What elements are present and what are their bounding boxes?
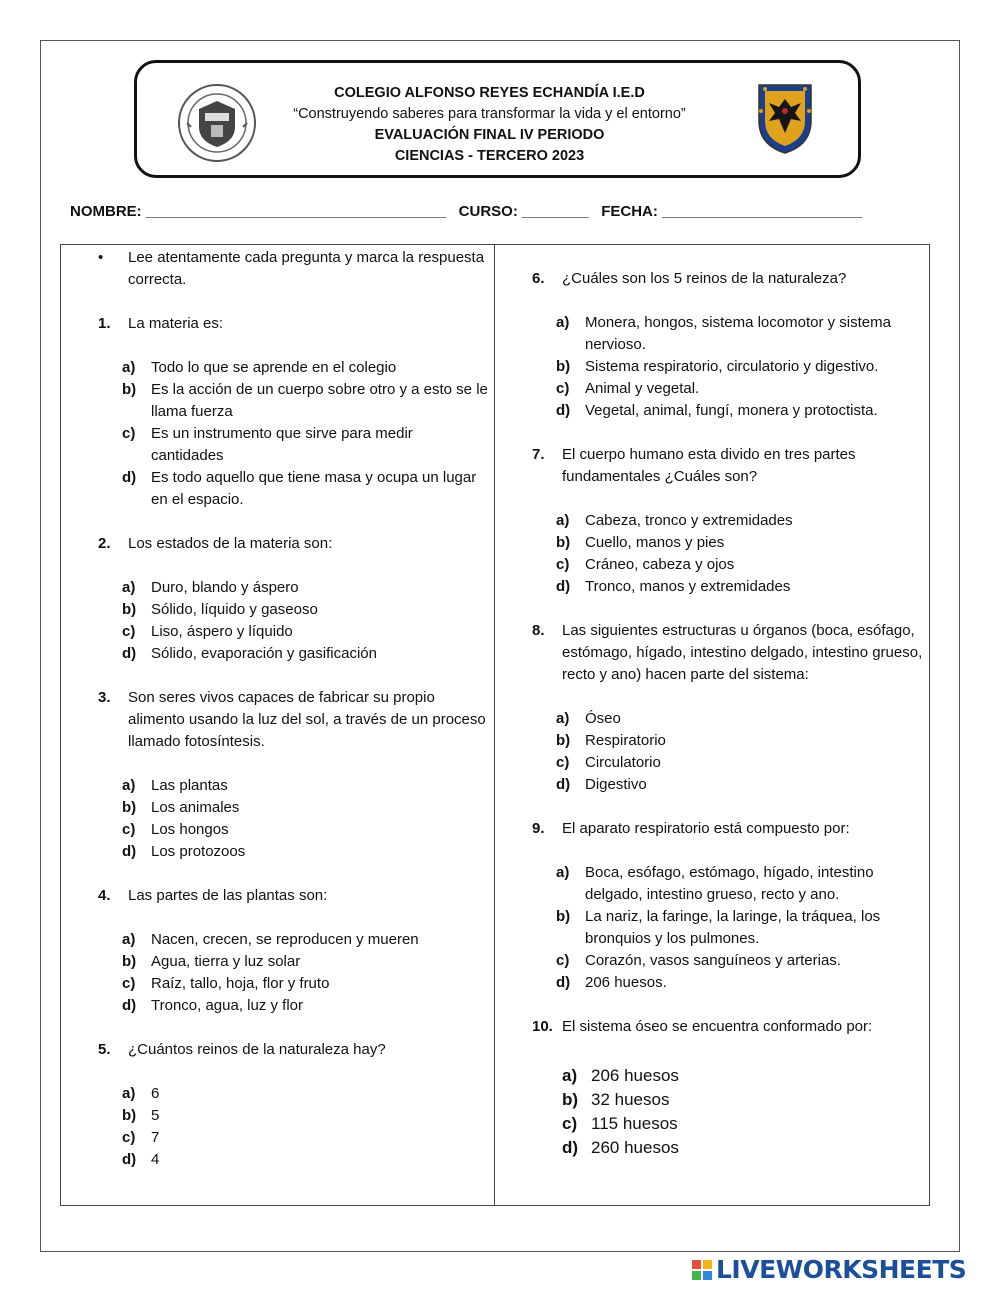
option-text: Monera, hongos, sistema locomotor y sistema nervioso. — [585, 314, 891, 353]
question — [532, 444, 924, 488]
option-text: Circulatorio — [585, 754, 661, 771]
option-letter: d) — [556, 402, 571, 419]
option-text: Es la acción de un cuerpo sobre otro y a esto se le llama fuerza — [151, 381, 488, 420]
question-text: ¿Cuántos reinos de la naturaleza hay? — [128, 1041, 386, 1058]
option-letter: b) — [122, 381, 137, 398]
header — [134, 60, 861, 178]
answer-option[interactable] — [122, 995, 488, 1017]
option-text: Nacen, crecen, se reproducen y mueren — [151, 931, 419, 948]
question-text: Los estados de la materia son: — [128, 535, 333, 552]
option-letter: a) — [122, 777, 136, 794]
answer-option[interactable] — [556, 906, 924, 950]
answer-option[interactable] — [562, 1136, 924, 1160]
answer-option[interactable] — [122, 841, 488, 863]
question-number: 4. — [98, 887, 111, 904]
question — [532, 818, 924, 840]
option-text: Duro, blando y áspero — [151, 579, 299, 596]
option-letter: a) — [122, 931, 136, 948]
answer-option[interactable] — [562, 1064, 924, 1088]
answer-option[interactable] — [122, 1127, 488, 1149]
option-letter: a) — [122, 579, 136, 596]
spacer — [532, 422, 924, 444]
option-text: Tronco, manos y extremidades — [585, 578, 791, 595]
question — [98, 533, 488, 555]
answer-option[interactable] — [122, 929, 488, 951]
option-letter: c) — [562, 1114, 578, 1133]
option-letter: a) — [562, 1066, 578, 1085]
answer-option[interactable] — [556, 950, 924, 972]
option-letter: a) — [556, 512, 570, 529]
question-text: La materia es: — [128, 315, 224, 332]
answer-option[interactable] — [556, 378, 924, 400]
left-question-list — [98, 313, 488, 1171]
right-column — [532, 268, 924, 1160]
option-letter: c) — [556, 952, 570, 969]
spacer — [98, 335, 488, 357]
option-text: Los hongos — [151, 821, 229, 838]
option-text: Respiratorio — [585, 732, 666, 749]
option-letter: a) — [122, 1085, 136, 1102]
question — [532, 268, 924, 290]
question — [98, 885, 488, 907]
option-letter: d) — [562, 1138, 579, 1157]
answer-option[interactable] — [122, 1149, 488, 1171]
answer-option[interactable] — [556, 400, 924, 422]
answer-options — [122, 929, 488, 1017]
answer-option[interactable] — [122, 775, 488, 797]
option-letter: a) — [556, 864, 570, 881]
option-text: Tronco, agua, luz y flor — [151, 997, 304, 1014]
option-text: Agua, tierra y luz solar — [151, 953, 301, 970]
option-text: Sistema respiratorio, circulatorio y digestivo. — [585, 358, 879, 375]
option-text: Los protozoos — [151, 843, 246, 860]
answer-option[interactable] — [122, 621, 488, 643]
answer-option[interactable] — [122, 1105, 488, 1127]
answer-option[interactable] — [556, 554, 924, 576]
instruction-text: Lee atentamente cada pregunta y marca la respuesta correcta. — [128, 249, 485, 288]
spacer — [98, 907, 488, 929]
answer-options — [556, 862, 924, 994]
answer-option[interactable] — [556, 356, 924, 378]
option-text: 206 huesos — [591, 1066, 679, 1085]
answer-options — [556, 510, 924, 598]
liveworksheets-logo — [692, 1255, 988, 1285]
option-letter: c) — [122, 821, 136, 838]
option-text: Óseo — [585, 710, 621, 727]
option-letter: d) — [556, 776, 571, 793]
spacer — [532, 994, 924, 1016]
option-letter: b) — [556, 732, 571, 749]
answer-option[interactable] — [122, 951, 488, 973]
answer-option[interactable] — [556, 774, 924, 796]
option-letter: d) — [122, 469, 137, 486]
option-letter: d) — [556, 578, 571, 595]
school-seal-icon — [177, 83, 257, 163]
question — [532, 1016, 924, 1038]
question — [532, 620, 924, 686]
school-name: COLEGIO ALFONSO REYES ECHANDÍA I.E.D — [334, 85, 645, 101]
answer-options — [562, 1064, 924, 1160]
option-text: Es un instrumento que sirve para medir cantidades — [151, 425, 413, 464]
question-number: 3. — [98, 689, 111, 706]
option-text: Es todo aquello que tiene masa y ocupa un lugar en el espacio. — [151, 469, 477, 508]
option-text: La nariz, la faringe, la laringe, la tráquea, los bronquios y los pulmones. — [585, 908, 881, 947]
spacer — [98, 665, 488, 687]
option-letter: a) — [556, 314, 570, 331]
answer-options — [122, 577, 488, 665]
answer-option[interactable] — [122, 797, 488, 819]
question-number: 2. — [98, 535, 111, 552]
option-text: Animal y vegetal. — [585, 380, 700, 397]
option-text: Raíz, tallo, hoja, flor y fruto — [151, 975, 330, 992]
option-letter: c) — [556, 380, 570, 397]
answer-option[interactable] — [122, 973, 488, 995]
option-letter: d) — [122, 843, 137, 860]
option-letter: c) — [556, 556, 570, 573]
option-text: Corazón, vasos sanguíneos y arterias. — [585, 952, 841, 969]
option-text: 115 huesos — [591, 1114, 678, 1133]
option-letter: b) — [122, 799, 137, 816]
question-text: El aparato respiratorio está compuesto por: — [562, 820, 850, 837]
question-number: 6. — [532, 270, 545, 287]
question-number: 5. — [98, 1041, 111, 1058]
question — [98, 687, 488, 753]
answer-options — [556, 708, 924, 796]
option-letter: b) — [122, 953, 137, 970]
option-letter: b) — [122, 601, 137, 618]
header-text — [257, 83, 722, 167]
answer-option[interactable] — [556, 576, 924, 598]
option-text: 260 huesos — [591, 1138, 679, 1157]
option-text: 206 huesos. — [585, 974, 667, 991]
question — [98, 1039, 488, 1061]
spacer — [532, 598, 924, 620]
option-letter: b) — [556, 358, 571, 375]
answer-option[interactable] — [556, 312, 924, 356]
answer-option[interactable] — [122, 1083, 488, 1105]
spacer — [98, 863, 488, 885]
option-text: 5 — [151, 1107, 160, 1124]
option-letter: b) — [562, 1090, 579, 1109]
spacer — [98, 753, 488, 775]
left-column — [98, 247, 488, 1171]
option-letter: c) — [556, 754, 570, 771]
option-text: Cuello, manos y pies — [585, 534, 725, 551]
bullet-icon: • — [98, 249, 104, 266]
option-letter: b) — [556, 534, 571, 551]
question-text: Las partes de las plantas son: — [128, 887, 328, 904]
spacer — [532, 796, 924, 818]
option-text: 6 — [151, 1085, 160, 1102]
spacer — [98, 1017, 488, 1039]
option-text: Digestivo — [585, 776, 647, 793]
option-letter: a) — [122, 359, 136, 376]
option-text: Todo lo que se aprende en el colegio — [151, 359, 397, 376]
option-text: Las plantas — [151, 777, 228, 794]
option-letter: c) — [122, 623, 136, 640]
exam-title: EVALUACIÓN FINAL IV PERIODO — [374, 127, 605, 143]
student-info-line[interactable]: NOMBRE: ____________________________________ CURSO: ________ FECHA: ________________________ — [70, 203, 863, 220]
bogota-coat-of-arms-icon — [755, 81, 815, 155]
answer-option[interactable] — [556, 752, 924, 774]
answer-option[interactable] — [122, 357, 488, 379]
option-letter: a) — [556, 710, 570, 727]
question — [98, 313, 488, 335]
option-text: Vegetal, animal, fungí, monera y protoctista. — [585, 402, 878, 419]
question-text: El sistema óseo se encuentra conformado por: — [562, 1018, 873, 1035]
option-text: Cráneo, cabeza y ojos — [585, 556, 735, 573]
option-letter: c) — [122, 975, 136, 992]
option-text: Sólido, evaporación y gasificación — [151, 645, 377, 662]
option-text: Cabeza, tronco y extremidades — [585, 512, 793, 529]
question-text: ¿Cuáles son los 5 reinos de la naturaleza? — [562, 270, 847, 287]
spacer — [532, 488, 924, 510]
option-text: 7 — [151, 1129, 160, 1146]
spacer — [532, 290, 924, 312]
answer-option[interactable] — [122, 599, 488, 621]
answer-options — [122, 357, 488, 511]
instruction — [98, 247, 488, 291]
question-number: 7. — [532, 446, 545, 463]
answer-option[interactable] — [122, 467, 488, 511]
school-motto: “Construyendo saberes para transformar la vida y el entorno” — [293, 106, 686, 122]
option-text: 4 — [151, 1151, 160, 1168]
option-text: 32 huesos — [591, 1090, 670, 1109]
answer-option[interactable] — [122, 577, 488, 599]
answer-option[interactable] — [556, 510, 924, 532]
answer-option[interactable] — [556, 730, 924, 752]
answer-option[interactable] — [122, 819, 488, 841]
liveworksheets-brand: LIVEWORKSHEETS — [716, 1255, 967, 1284]
question-text: Son seres vivos capaces de fabricar su propio alimento usando la luz del sol, a través de un proceso llamado fotosíntesis. — [128, 689, 486, 750]
option-letter: d) — [556, 974, 571, 991]
answer-option[interactable] — [556, 532, 924, 554]
answer-options — [122, 775, 488, 863]
option-text: Boca, esófago, estómago, hígado, intestino delgado, intestino grueso, recto y ano. — [585, 864, 874, 903]
answer-option[interactable] — [556, 708, 924, 730]
question-number: 1. — [98, 315, 111, 332]
answer-option[interactable] — [562, 1088, 924, 1112]
option-letter: d) — [122, 645, 137, 662]
spacer — [532, 840, 924, 862]
right-question-list — [532, 268, 924, 1160]
spacer — [98, 555, 488, 577]
spacer — [532, 686, 924, 708]
option-letter: c) — [122, 425, 136, 442]
question-text: El cuerpo humano esta divido en tres partes fundamentales ¿Cuáles son? — [562, 446, 856, 485]
option-letter: c) — [122, 1129, 136, 1146]
question-number: 8. — [532, 622, 545, 639]
answer-option[interactable] — [122, 423, 488, 467]
answer-option[interactable] — [122, 643, 488, 665]
answer-option[interactable] — [556, 972, 924, 994]
spacer — [98, 1061, 488, 1083]
question-number: 10. — [532, 1018, 553, 1035]
column-divider — [494, 244, 495, 1206]
option-text: Liso, áspero y líquido — [151, 623, 293, 640]
answer-options — [122, 1083, 488, 1171]
question-text: Las siguientes estructuras u órganos (boca, esófago, estómago, hígado, intestino delgado, intestino grueso, recto y ano) hacen parte del sistema: — [562, 622, 923, 683]
answer-option[interactable] — [122, 379, 488, 423]
answer-options — [556, 312, 924, 422]
answer-option[interactable] — [562, 1112, 924, 1136]
option-text: Sólido, líquido y gaseoso — [151, 601, 318, 618]
option-text: Los animales — [151, 799, 240, 816]
liveworksheets-logo-icon — [692, 1260, 712, 1280]
option-letter: d) — [122, 997, 137, 1014]
option-letter: d) — [122, 1151, 137, 1168]
spacer — [532, 1038, 924, 1060]
question-number: 9. — [532, 820, 545, 837]
subject-title: CIENCIAS - TERCERO 2023 — [394, 148, 585, 164]
option-letter: b) — [556, 908, 571, 925]
answer-option[interactable] — [556, 862, 924, 906]
spacer — [98, 511, 488, 533]
option-letter: b) — [122, 1107, 137, 1124]
